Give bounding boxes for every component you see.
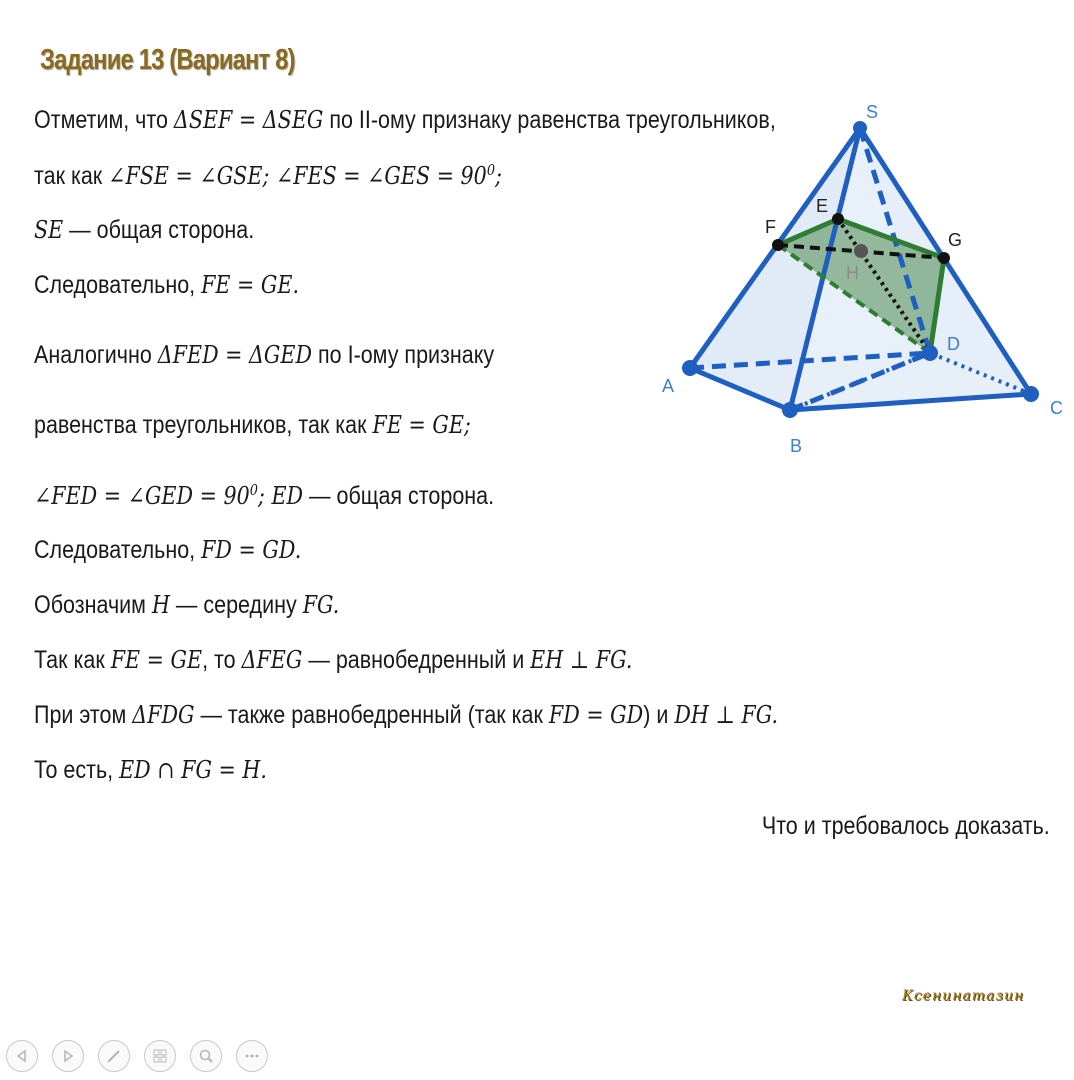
proof-math: FD = GD. (201, 536, 302, 564)
conclusion: Что и требовалось доказать. (762, 812, 1050, 840)
point-h (854, 244, 868, 258)
proof-line-3 (34, 216, 254, 245)
proof-line-4 (34, 271, 299, 300)
point-c (1023, 386, 1039, 402)
proof-line-10 (34, 646, 632, 675)
label-d: D (947, 334, 960, 354)
proof-text: так как (34, 162, 109, 190)
proof-text: То есть, (34, 756, 120, 784)
proof-text: Так как (34, 646, 111, 674)
proof-text: Следовательно, (34, 271, 202, 299)
point-s (853, 121, 867, 135)
label-f: F (765, 217, 776, 237)
point-f (772, 239, 784, 251)
author-signature: Ксенинатазин (902, 988, 1025, 1004)
math-expr: ∠FSE = ∠GSE; ∠FES = ∠GES = 90 (108, 162, 487, 190)
page-title: Задание 13 (Вариант 8) (40, 44, 295, 76)
point-e (832, 213, 844, 225)
label-b: B (790, 436, 803, 456)
proof-math: ΔFED = ΔGED (157, 341, 313, 369)
proof-line-12 (34, 756, 267, 785)
proof-text: При этом (34, 701, 133, 729)
proof-math: FG. (302, 591, 340, 619)
proof-text: равенства треугольников, так как (34, 411, 373, 439)
proof-text: , то (202, 646, 242, 674)
proof-math: FE = GE (110, 646, 203, 674)
proof-line-2 (34, 161, 502, 191)
math-expr: ; (495, 162, 502, 190)
proof-line-11 (34, 701, 778, 730)
label-a: A (662, 376, 675, 396)
proof-math: FD = GD (548, 701, 644, 729)
proof-math: EH ⊥ FG. (530, 646, 633, 674)
proof-math: ΔFEG (241, 646, 303, 674)
point-a (682, 360, 698, 376)
pen-icon[interactable] (98, 1040, 130, 1072)
prev-icon[interactable] (6, 1040, 38, 1072)
proof-math (108, 162, 502, 190)
proof-math: FE = GE; (372, 411, 471, 439)
proof-text: по I-ому признаку (312, 341, 495, 369)
proof-math: H (151, 591, 170, 619)
proof-math: ΔSEF = ΔSEG (173, 106, 324, 134)
proof-text: по II-ому признаку равенства треугольников, (323, 106, 776, 134)
proof-text: — общая сторона. (63, 216, 255, 244)
proof-math: SE (34, 216, 64, 244)
proof-math: ED ∩ FG = H. (119, 756, 267, 784)
math-expr: ; ED (257, 482, 304, 510)
proof-text: — равнобедренный и (302, 646, 531, 674)
math-sup: 0 (486, 161, 496, 179)
proof-text: — общая сторона. (303, 482, 495, 510)
proof-text: — также равнобедренный (так как (194, 701, 549, 729)
label-s: S (866, 102, 879, 122)
label-c: C (1050, 398, 1063, 418)
label-h: H (846, 263, 859, 283)
proof-math (34, 482, 303, 510)
pyramid-figure (648, 98, 1068, 468)
point-g (938, 252, 950, 264)
next-icon[interactable] (52, 1040, 84, 1072)
more-icon[interactable] (236, 1040, 268, 1072)
label-g: G (948, 230, 963, 250)
proof-line-8 (34, 536, 301, 565)
proof-line-6 (34, 411, 471, 440)
proof-math: DH ⊥ FG. (674, 701, 779, 729)
proof-line-7 (34, 481, 494, 511)
slides-icon[interactable] (144, 1040, 176, 1072)
point-d (922, 345, 938, 361)
proof-text: Аналогично (34, 341, 158, 369)
proof-math: FE = GE. (201, 271, 300, 299)
math-expr: ∠FED = ∠GED = 90 (34, 482, 250, 510)
proof-math: ΔFDG (132, 701, 195, 729)
proof-line-5 (34, 341, 494, 370)
proof-text: — середину (169, 591, 303, 619)
proof-text: Отметим, что (34, 106, 174, 134)
slideshow-toolbar (6, 1040, 268, 1072)
proof-text: Следовательно, (34, 536, 202, 564)
proof-text: ) и (643, 701, 675, 729)
math-sup: 0 (249, 481, 258, 499)
proof-line-9 (34, 591, 339, 620)
point-b (782, 402, 798, 418)
proof-text: Обозначим (34, 591, 152, 619)
label-e: E (816, 196, 829, 216)
zoom-icon[interactable] (190, 1040, 222, 1072)
